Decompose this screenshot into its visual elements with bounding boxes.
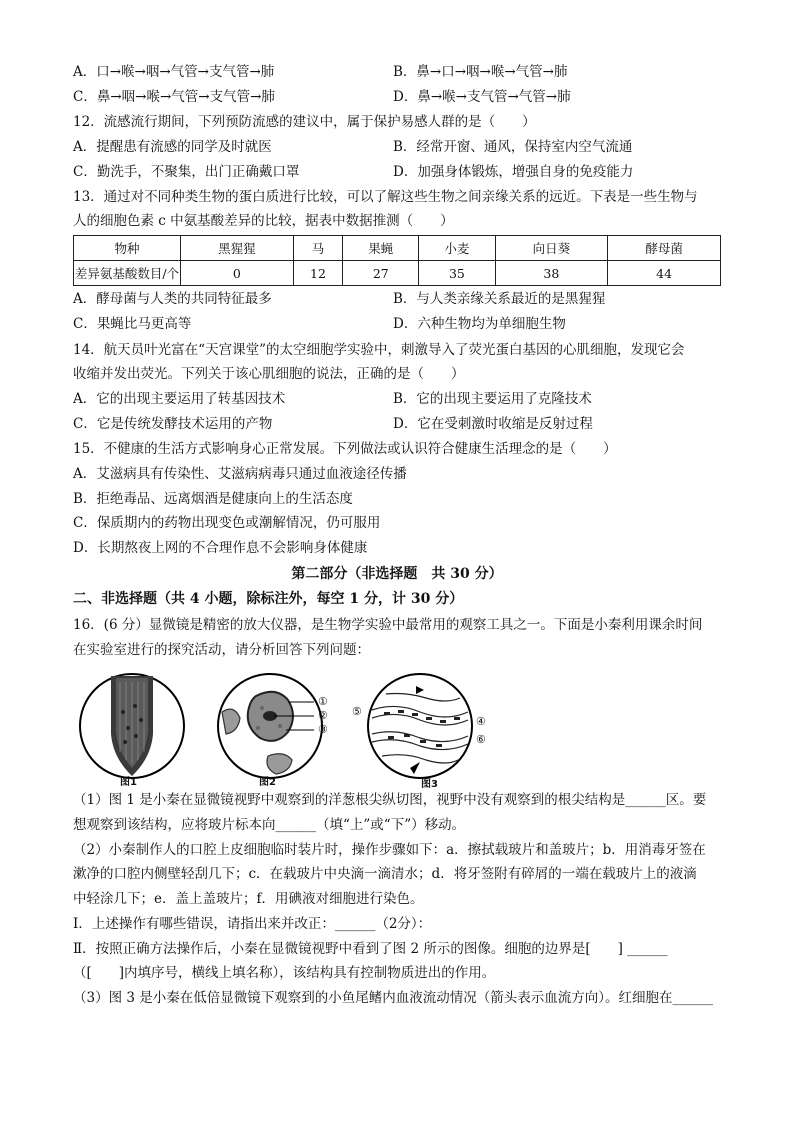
table-header-row bbox=[74, 236, 721, 261]
q16-subquestion-ii-line1: Ⅱ．按照正确方法操作后，小秦在显微镜视野中看到了图 2 所示的图像。细胞的边界是[ ] ______ bbox=[73, 941, 668, 957]
table-cell: 12 bbox=[293, 261, 342, 286]
table-cell: 0 bbox=[181, 261, 294, 286]
table-header-cell: 马 bbox=[293, 236, 342, 261]
q13-option-c: C．果蝇比马更高等 bbox=[73, 316, 192, 332]
figure-3-label-4: ④ bbox=[476, 715, 486, 728]
q12-option-d: D．加强身体锻炼，增强自身的免疫能力 bbox=[393, 164, 634, 180]
table-header-cell: 黑猩猩 bbox=[181, 236, 294, 261]
q16-part2-line2: 漱净的口腔内侧壁轻刮几下；c．在载玻片中央滴一滴清水；d．将牙签附有碎屑的一端在载玻片上的液滴 bbox=[73, 866, 697, 882]
q16-part3: （3）图 3 是小秦在低倍显微镜下观察到的小鱼尾鳍内血液流动情况（箭头表示血流方向）。红细胞在______ bbox=[73, 990, 714, 1006]
q13-option-d: D．六种生物均为单细胞生物 bbox=[393, 316, 566, 332]
table-header-cell: 酵母菌 bbox=[608, 236, 721, 261]
figure-3-label-5: ⑤ bbox=[352, 705, 362, 718]
figure-2-label-2: ② bbox=[318, 709, 328, 722]
table-cell: 27 bbox=[343, 261, 419, 286]
q16-stem-line2: 在实验室进行的探究活动，请分析回答下列问题： bbox=[73, 642, 370, 658]
table-cell: 35 bbox=[419, 261, 495, 286]
figure-3-label-6: ⑥ bbox=[476, 733, 486, 746]
figure-2-label-1: ① bbox=[318, 695, 328, 708]
figure-3-fish-tail bbox=[366, 672, 474, 780]
table-row bbox=[74, 261, 721, 286]
q12-option-a: A．提醒患有流感的同学及时就医 bbox=[73, 139, 272, 155]
q13-stem-line1: 13．通过对不同种类生物的蛋白质进行比较，可以了解这些生物之间亲缘关系的远近。下表是一些生物与 bbox=[73, 189, 698, 205]
q15-option-d: D．长期熬夜上网的不合理作息不会影响身体健康 bbox=[73, 540, 368, 556]
part2-title: 第二部分（非选择题 共 30 分） bbox=[291, 566, 503, 582]
q12-option-c: C．勤洗手，不聚集，出门正确戴口罩 bbox=[73, 164, 300, 180]
q15-option-a: A．艾滋病具有传染性、艾滋病病毒只通过血液途径传播 bbox=[73, 466, 407, 482]
q14-option-b: B．它的出现主要运用了克隆技术 bbox=[393, 391, 592, 407]
table-header-cell: 小麦 bbox=[419, 236, 495, 261]
q14-stem-line1: 14．航天员叶光富在“天宫课堂”的太空细胞学实验中，刺激导入了荧光蛋白基因的心肌细胞，发现它会 bbox=[73, 342, 685, 358]
table-row-label: 差异氨基酸数目/个 bbox=[74, 261, 181, 286]
q16-part1-line1: （1）图 1 是小秦在显微镜视野中观察到的洋葱根尖纵切图，视野中没有观察到的根尖结构是______区。要 bbox=[73, 792, 707, 808]
table-cell: 38 bbox=[495, 261, 608, 286]
part2-heading: 二、非选择题（共 4 小题，除标注外，每空 1 分，计 30 分） bbox=[73, 591, 464, 607]
q16-subquestion-i: Ⅰ．上述操作有哪些错误，请指出来并改正：______（2分）： bbox=[73, 916, 432, 932]
q16-part2-line1: （2）小秦制作人的口腔上皮细胞临时装片时，操作步骤如下：a．擦拭载玻片和盖玻片；b．用消毒牙签在 bbox=[73, 842, 706, 858]
q16-part2-line3: 中轻涂几下；e．盖上盖玻片；f．用碘液对细胞进行染色。 bbox=[73, 891, 424, 907]
q14-option-d: D．它在受刺激时收缩是反射过程 bbox=[393, 416, 593, 432]
figure-3-caption: 图3 bbox=[421, 779, 438, 790]
q11-option-a: A．口→喉→咽→气管→支气管→肺 bbox=[73, 64, 275, 80]
figure-2-cheek-cells bbox=[216, 672, 326, 780]
q13-option-a: A．酵母菌与人类的共同特征最多 bbox=[73, 291, 272, 307]
q15-option-c: C．保质期内的药物出现变色或潮解情况，仍可服用 bbox=[73, 515, 381, 531]
q12-stem: 12．流感流行期间，下列预防流感的建议中，属于保护易感人群的是（ ） bbox=[73, 114, 536, 130]
figure-1-root-tip bbox=[78, 672, 186, 780]
q11-option-b: B．鼻→口→咽→喉→气管→肺 bbox=[393, 64, 568, 80]
figure-2-caption: 图2 bbox=[259, 777, 276, 788]
q14-option-c: C．它是传统发酵技术运用的产物 bbox=[73, 416, 273, 432]
q15-stem: 15．不健康的生活方式影响身心正常发展。下列做法或认识符合健康生活理念的是（ ） bbox=[73, 441, 617, 457]
q16-stem-line1: 16．(6 分）显微镜是精密的放大仪器，是生物学实验中最常用的观察工具之一。下面是小秦利用课余时间 bbox=[73, 617, 703, 633]
table-cell: 44 bbox=[608, 261, 721, 286]
figure-1-caption: 图1 bbox=[120, 777, 137, 788]
q11-option-d: D．鼻→喉→支气管→气管→肺 bbox=[393, 89, 571, 105]
table-header-cell: 向日葵 bbox=[495, 236, 608, 261]
q13-option-b: B．与人类亲缘关系最近的是黑猩猩 bbox=[393, 291, 606, 307]
table-header-cell: 果蝇 bbox=[343, 236, 419, 261]
amino-acid-table bbox=[73, 235, 721, 286]
q12-option-b: B．经常开窗、通风，保持室内空气流通 bbox=[393, 139, 633, 155]
q16-subquestion-ii-line2: （[ ]内填序号，横线上填名称），该结构具有控制物质进出的作用。 bbox=[73, 965, 496, 981]
q13-stem-line2: 人的细胞色素 c 中氨基酸差异的比较，据表中数据推测（ ） bbox=[73, 213, 454, 229]
figure-2-label-3: ③ bbox=[318, 723, 328, 736]
table-header-cell: 物种 bbox=[74, 236, 181, 261]
q15-option-b: B．拒绝毒品、远离烟酒是健康向上的生活态度 bbox=[73, 491, 353, 507]
q16-part1-line2: 想观察到该结构，应将玻片标本向______（填“上”或“下”）移动。 bbox=[73, 817, 466, 833]
q11-option-c: C．鼻→咽→喉→气管→支气管→肺 bbox=[73, 89, 275, 105]
q14-stem-line2: 收缩并发出荧光。下列关于该心肌细胞的说法，正确的是（ ） bbox=[73, 366, 465, 382]
q14-option-a: A．它的出现主要运用了转基因技术 bbox=[73, 391, 286, 407]
